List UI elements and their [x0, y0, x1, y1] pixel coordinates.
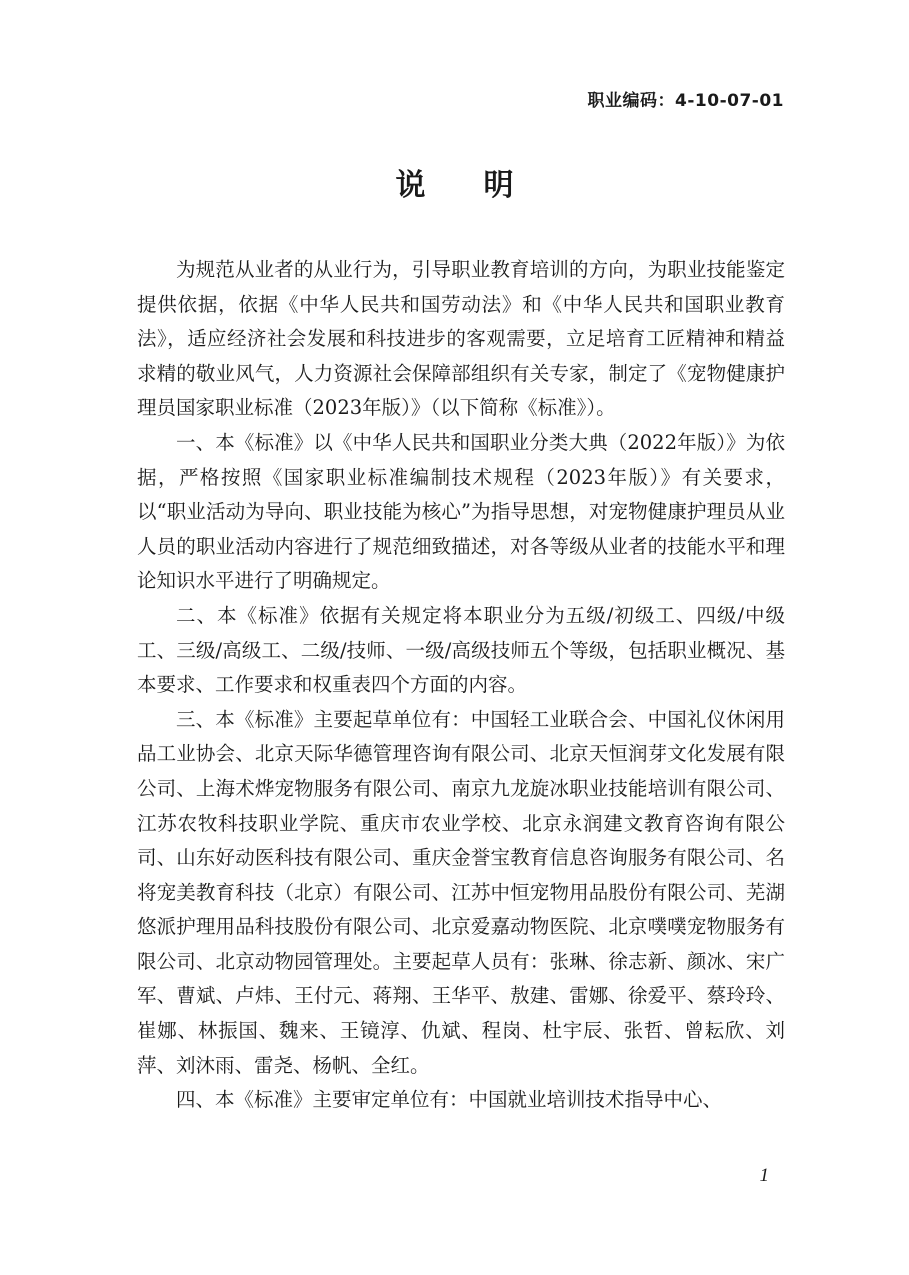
paragraph-1: 一、本《标准》以《中华人民共和国职业分类大典（2022年版）》为依据，严格按照《国家职业标准编制技术规程（2023年版）》有关要求，以“职业活动为导向、职业技能为核心”为指导思想，对宠物健康护理员从业人员的职业活动内容进行了规范细致描述，对各等级从业者的技能水平和理论知识水平进行了明确规定。 — [137, 430, 785, 593]
body-text — [137, 253, 785, 1118]
paragraph-2: 二、本《标准》依据有关规定将本职业分为五级/初级工、四级/中级工、三级/高级工、二级/技师、一级/高级技师五个等级，包括职业概况、基本要求、工作要求和权重表四个方面的内容。 — [137, 603, 785, 697]
paragraph-intro: 为规范从业者的从业行为，引导职业教育培训的方向，为职业技能鉴定提供依据，依据《中华人民共和国劳动法》和《中华人民共和国职业教育法》，适应经济社会发展和科技进步的客观需要，立足培育工匠精神和精益求精的敬业风气，人力资源社会保障部组织有关专家，制定了《宠物健康护理员国家职业标准（2023年版）》（以下简称《标准》）。 — [137, 258, 785, 420]
paragraph-4: 四、本《标准》主要审定单位有：中国就业培训技术指导中心、 — [176, 1088, 723, 1112]
paragraph-3: 三、本《标准》主要起草单位有：中国轻工业联合会、中国礼仪休闲用品工业协会、北京天际华德管理咨询有限公司、北京天恒润芽文化发展有限公司、上海术烨宠物服务有限公司、南京九龙旋冰职业技能培训有限公司、江苏农牧科技职业学院、重庆市农业学校、北京永润建文教育咨询有限公司、山东好动医科技有限公司、重庆金誉宝教育信息咨询服务有限公司、名将宠美教育科技（北京）有限公司、江苏中恒宠物用品股份有限公司、芜湖悠派护理用品科技股份有限公司、北京爱嘉动物医院、北京噗噗宠物服务有限公司、北京动物园管理处。主要起草人员有：张琳、徐志新、颜冰、宋广军、曹斌、卢炜、王付元、蒋翔、王华平、敖建、雷娜、徐爱平、蔡玲玲、崔娜、林振国、魏来、王镜淳、仇斌、程岗、杜宇辰、张哲、曾耘欣、刘萍、刘沐雨、雷尧、杨帆、全红。 — [137, 707, 785, 1077]
page-number: 1 — [759, 1165, 769, 1186]
occupation-code: 职业编码：4-10-07-01 — [587, 91, 784, 111]
page-title: 说明 — [395, 168, 572, 203]
